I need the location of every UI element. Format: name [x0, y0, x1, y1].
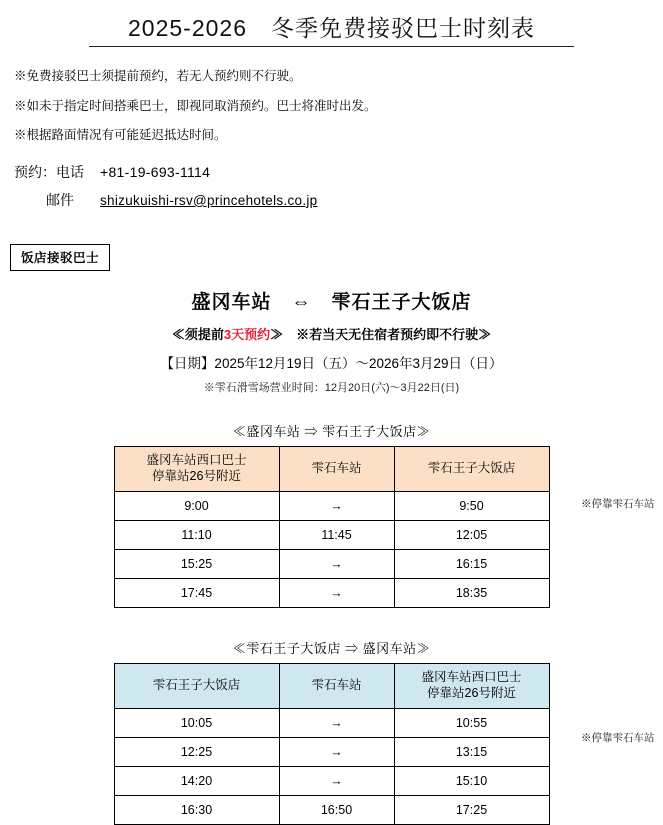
contact-phone-row: [14, 162, 663, 182]
contact-block: [0, 162, 663, 210]
table-row: [114, 766, 549, 795]
col-header-shizukuishi-station: [279, 446, 394, 491]
cell-via: →: [279, 737, 394, 766]
col-header-prince-hotel: [114, 663, 279, 708]
cell-departure: 17:45: [114, 578, 279, 607]
note-item: ※根据路面情况有可能延迟抵达时间。: [14, 128, 227, 143]
schedule-table-inbound: [114, 663, 550, 825]
col-header-line: 雫石车站: [311, 461, 362, 476]
table-row: [114, 737, 549, 766]
route-date-range: 【日期】2025年12月19日（五）～2026年3月29日（日）: [160, 355, 503, 371]
col-header-shizukuishi-station: [279, 663, 394, 708]
route-sub-suffix: ≫ ※若当天无住宿者预约即不行驶≫: [270, 326, 492, 342]
contact-email-value[interactable]: shizukuishi-rsv@princehotels.co.jp: [100, 192, 318, 208]
contact-email-row: [14, 190, 663, 210]
title-underline: [89, 46, 574, 47]
cell-departure: 16:30: [114, 795, 279, 824]
cell-arrival: 12:05: [394, 520, 549, 549]
col-header-line: 盛冈车站西口巴士: [421, 670, 522, 685]
table-row: [114, 578, 549, 607]
cell-departure: 10:05: [114, 708, 279, 737]
col-header-prince-hotel: [394, 446, 549, 491]
cell-arrival: 16:15: [394, 549, 549, 578]
col-header-line: 停靠站26号附近: [427, 685, 516, 700]
cell-departure: 15:25: [114, 549, 279, 578]
cell-via: →: [279, 708, 394, 737]
col-header-line: 盛冈车站西口巴士: [146, 453, 247, 468]
contact-email-label: 邮件: [46, 191, 74, 208]
cell-departure: 11:10: [114, 520, 279, 549]
cell-via: →: [279, 766, 394, 795]
col-header-line: 雫石车站: [311, 678, 362, 693]
col-header-morioka-station: [394, 663, 549, 708]
contact-phone-label: 预约：电话: [14, 163, 84, 180]
section-tag-shuttle: 饭店接驳巴士: [10, 244, 110, 271]
note-item: ※免费接驳巴士须提前预约，若无人预约则不行驶。: [14, 69, 302, 83]
cell-arrival: 17:25: [394, 795, 549, 824]
route-sub-highlight: 3天预约: [223, 326, 271, 342]
table-row: [114, 708, 549, 737]
cell-via: →: [279, 578, 394, 607]
cell-arrival: 13:15: [394, 737, 549, 766]
table-row: [114, 491, 549, 520]
cell-arrival: 18:35: [394, 578, 549, 607]
schedule-table-outbound: [114, 446, 550, 608]
cell-arrival: 9:50: [394, 491, 549, 520]
table-wrap-inbound: [0, 663, 663, 825]
side-note-inbound: ※停靠雫石车站: [581, 732, 655, 744]
direction-label-inbound: ≪雫石王子大饭店 ⇒ 盛冈车站≫: [232, 640, 431, 656]
route-sub-prefix: ≪须提前: [171, 326, 224, 342]
route-title: 盛冈车站 ⇔ 雫石王子大饭店: [191, 291, 472, 313]
contact-phone-value: +81-19-693-1114: [100, 163, 211, 180]
cell-via: 11:45: [279, 520, 394, 549]
table-row: [114, 549, 549, 578]
cell-via: →: [279, 549, 394, 578]
table-row: [114, 520, 549, 549]
col-header-line: 雫石王子大饭店: [427, 461, 516, 476]
col-header-line: 停靠站26号附近: [152, 468, 241, 483]
table-header-row: [114, 663, 549, 708]
route-subtitle: [0, 324, 663, 343]
cell-via: →: [279, 491, 394, 520]
side-note-outbound: ※停靠雫石车站: [581, 498, 655, 510]
table-wrap-outbound: [0, 446, 663, 608]
cell-departure: 12:25: [114, 737, 279, 766]
notes-list: [0, 69, 663, 144]
col-header-line: 雫石王子大饭店: [152, 678, 241, 693]
cell-arrival: 10:55: [394, 708, 549, 737]
cell-arrival: 15:10: [394, 766, 549, 795]
table-row: [114, 795, 549, 824]
cell-departure: 14:20: [114, 766, 279, 795]
note-item: ※如未于指定时间搭乘巴士，即视同取消预约。巴士将准时出发。: [14, 98, 377, 113]
cell-departure: 9:00: [114, 491, 279, 520]
direction-label-outbound: ≪盛冈车站 ⇒ 雫石王子大饭店≫: [232, 423, 431, 439]
page-title: 2025-2026 冬季免费接驳巴士时刻表: [128, 15, 535, 41]
table-header-row: [114, 446, 549, 491]
cell-via: 16:50: [279, 795, 394, 824]
col-header-morioka-station: [114, 446, 279, 491]
ski-resort-note: ※雫石滑雪场营业时间：12月20日(六)～3月22日(日): [203, 381, 460, 394]
